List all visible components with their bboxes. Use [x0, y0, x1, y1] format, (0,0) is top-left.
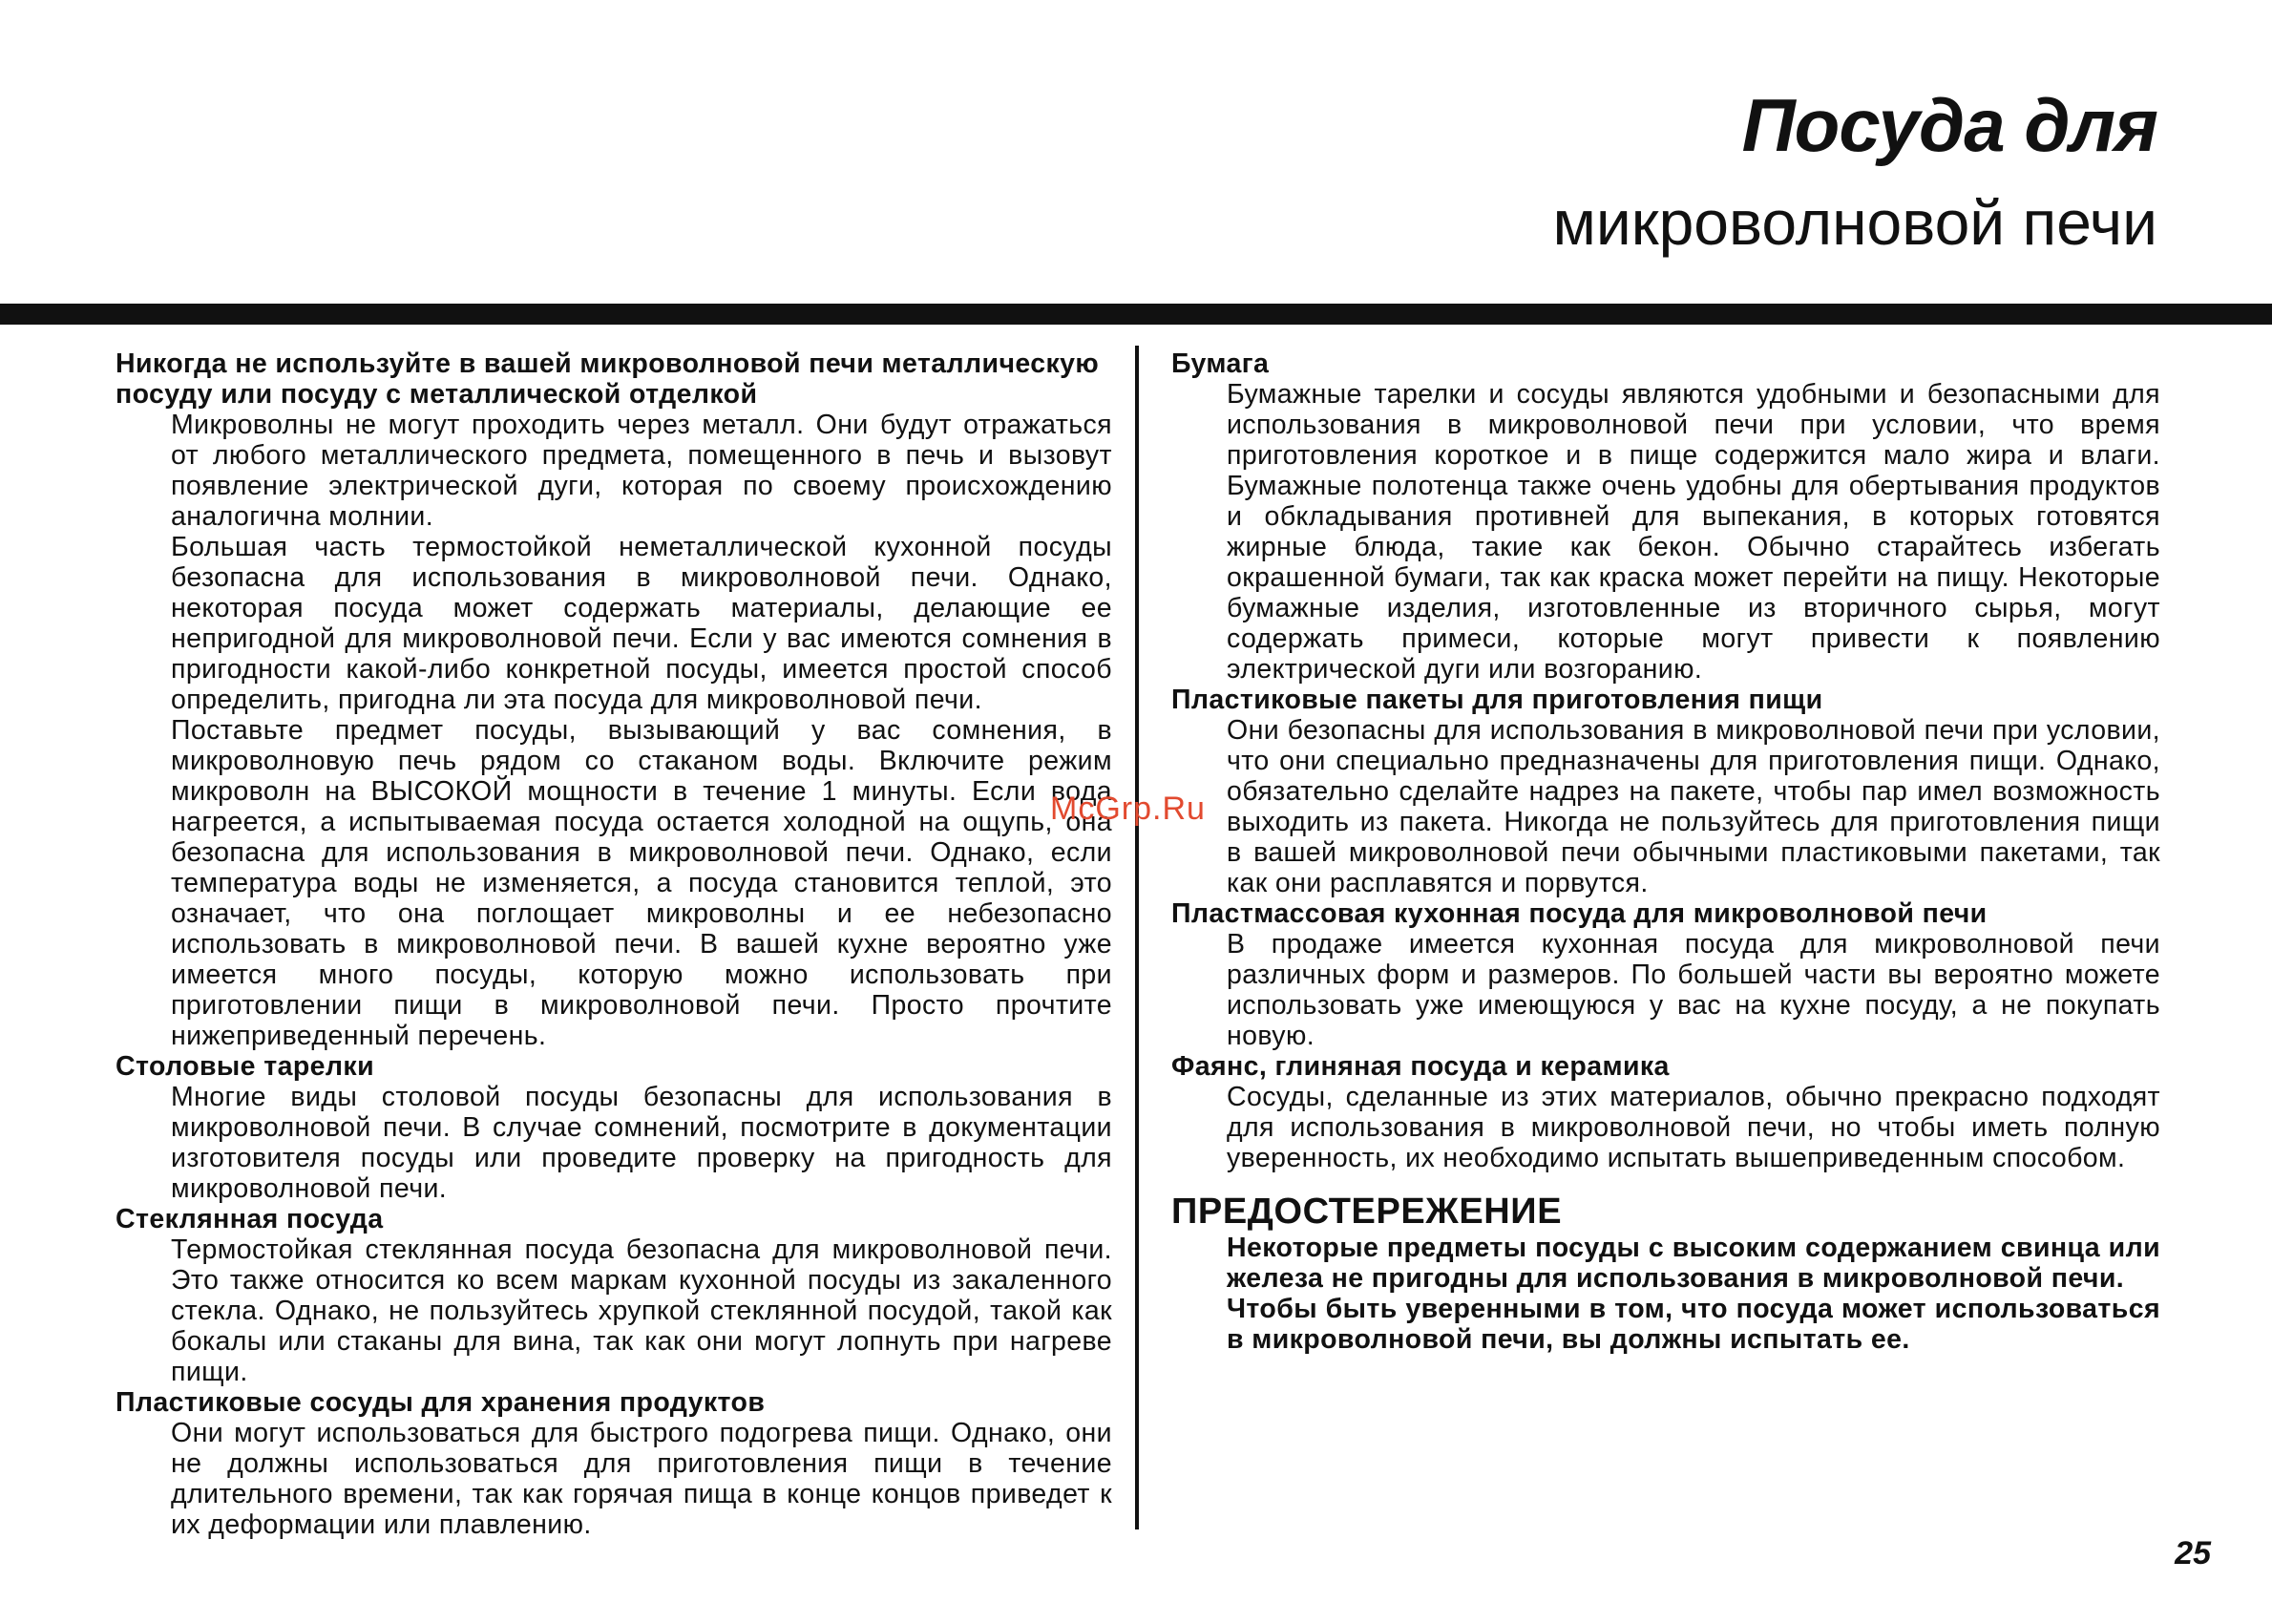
section-paragraph: Они могут использоваться для быстрого подогрева пищи. Однако, они не должны использоваться для приготовления пищи в течение длительного времени, так как горячая пища в конце концов приведет к их деформации или плавлению. [171, 1418, 1112, 1540]
section-heading-plastic-storage: Пластиковые сосуды для хранения продуктов [116, 1387, 766, 1418]
section-paragraph: Бумажные тарелки и сосуды являются удобными и безопасными для использования в микроволновой печи при условии, что время приготовления короткое и в пище содержится мало жира и влаги. Бумажные полотенца также очень удобны для обертывания продуктов и обкладывания противней для выпекания, в которых готовятся жирные блюда, такие как бекон. Обычно старайтесь избегать окрашенной бумаги, так как краска может перейти на пищу. Некоторые бумажные изделия, изготовленные из вторичного сырья, могут содержать примеси, которые могут привести к появлению электрической дуги или возгоранию. [1227, 379, 2160, 685]
warning-title: ПРЕДОСТЕРЕЖЕНИЕ [1171, 1192, 1563, 1232]
section-heading-metal: Никогда не используйте в вашей микроволновой печи металлическую посуду или посуду с металлической отделкой [116, 348, 1100, 410]
warning-paragraph: Чтобы быть уверенными в том, что посуда может использоваться в микроволновой печи, вы должны испытать ее. [1227, 1294, 2160, 1355]
section-paragraph: Многие виды столовой посуды безопасны для использования в микроволновой печи. В случае сомнений, посмотрите в документации изготовителя посуды или проведите проверку на пригодность для микроволновой печи. [171, 1082, 1112, 1204]
warning-paragraph: Некоторые предметы посуды с высоким содержанием свинца или железа не пригодны для использования в микроволновой печи. [1227, 1233, 2160, 1294]
section-heading-plastic-cookware: Пластмассовая кухонная посуда для микроволновой печи [1171, 898, 1988, 929]
section-paragraph: Микроволны не могут проходить через металл. Они будут отражаться от любого металлического предмета, помещенного в печь и вызовут появление электрической дуги, которая по своему происхождению аналогична молнии. [171, 410, 1112, 532]
section-paragraph: Они безопасны для использования в микроволновой печи при условии, что они специально предназначены для приготовления пищи. Однако, обязательно сделайте надрез на пакете, чтобы пар имел возможность выходить из пакета. Никогда не пользуйтесь для приготовления пищи в вашей микроволновой печи обычными пластиковыми пакетами, так как они расплавятся и порвутся. [1227, 715, 2160, 898]
left-column [116, 348, 1112, 1540]
section-heading-ceramics: Фаянс, глиняная посуда и керамика [1171, 1051, 1670, 1082]
column-divider [1135, 346, 1139, 1529]
section-paragraph: Поставьте предмет посуды, вызывающий у вас сомнения, в микроволновую печь рядом со стаканом воды. Включите режим микроволн на ВЫСОКОЙ мощности в течение 1 минуты. Если вода нагреется, а испытываемая посуда остается холодной на ощупь, она безопасна для использования в микроволновой печи. Однако, если температура воды не изменяется, а посуда становится теплой, это означает, что она поглощает микроволны и ее небезопасно использовать в микроволновой печи. В вашей кухне вероятно уже имеется много посуды, которую можно использовать при приготовлении пищи в микроволновой печи. Просто прочтите нижеприведенный перечень. [171, 715, 1112, 1051]
section-paragraph: В продаже имеется кухонная посуда для микроволновой печи различных форм и размеров. По большей части вы вероятно можете использовать уже имеющуюся у вас на кухне посуду, а не покупать новую. [1227, 929, 2160, 1051]
watermark: McGrp.Ru [1050, 791, 1206, 827]
page-header [1552, 83, 2157, 258]
section-heading-glass: Стеклянная посуда [116, 1204, 384, 1234]
page-subtitle: микроволновой печи [1552, 187, 2157, 258]
section-paragraph: Термостойкая стеклянная посуда безопасна для микроволновой печи. Это также относится ко всем маркам кухонной посуды из закаленного стекла. Однако, не пользуйтесь хрупкой стеклянной посудой, такой как бокалы или стаканы для вина, так как они могут лопнуть при нагреве пищи. [171, 1234, 1112, 1387]
page-title: Посуда для [1741, 83, 2157, 167]
right-column [1171, 348, 2160, 1355]
section-heading-plastic-bags: Пластиковые пакеты для приготовления пищи [1171, 685, 1823, 715]
header-rule [0, 304, 2272, 325]
page-number: 25 [2175, 1535, 2211, 1571]
section-paragraph: Большая часть термостойкой неметаллической кухонной посуды безопасна для использования в микроволновой печи. Однако, некоторая посуда может содержать материалы, делающие ее непригодной для микроволновой печи. Если у вас имеются сомнения в пригодности какой-либо конкретной посуды, имеется простой способ определить, пригодна ли эта посуда для микроволновой печи. [171, 532, 1112, 715]
section-heading-paper: Бумага [1171, 348, 1270, 379]
section-paragraph: Сосуды, сделанные из этих материалов, обычно прекрасно подходят для использования в микроволновой печи, но чтобы иметь полную уверенность, их необходимо испытать вышеприведенным способом. [1227, 1082, 2160, 1173]
section-heading-tableware: Столовые тарелки [116, 1051, 374, 1082]
